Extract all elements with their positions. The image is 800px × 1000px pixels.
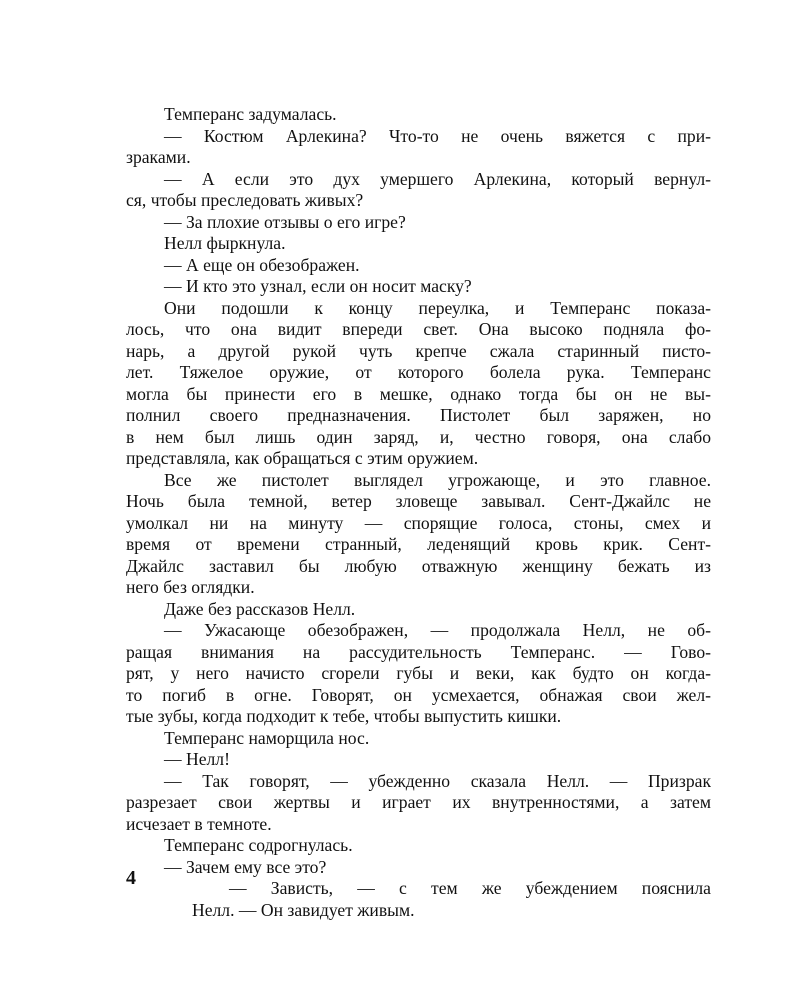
text-line: — А если это дух умершего Арлекина, который вернул-: [164, 168, 711, 189]
text-line: нарь, а другой рукой чуть крепче сжала старинный писто-: [126, 340, 711, 361]
text-line: Темперанс наморщила нос.: [164, 727, 370, 748]
text-line: Нелл. — Он завидует живым.: [192, 899, 415, 920]
text-line: тые зубы, когда подходит к тебе, чтобы выпустить кишки.: [126, 706, 562, 726]
text-line: Даже без рассказов Нелл.: [164, 598, 356, 619]
text-line: — Так говорят, — убежденно сказала Нелл. — Призрак: [164, 770, 711, 791]
text-line: — Нелл!: [164, 749, 230, 769]
text-line: время от времени странный, леденящий кровь крик. Сент-: [126, 534, 711, 554]
text-line: Они подошли к концу переулка, и Темперанс показа-: [164, 297, 711, 318]
text-line: — А еще он обезображен.: [164, 254, 360, 275]
text-line: зраками.: [126, 147, 191, 167]
text-line: — Зависть, — с тем же убеждением пояснила: [229, 878, 711, 898]
text-line: то погиб в огне. Говорят, он усмехается, обнажая свои жел-: [126, 684, 711, 705]
text-line: умолкал ни на минуту — спорящие голоса, стоны, смех и: [126, 512, 711, 533]
text-line: Джайлс заставил бы любую отважную женщину бежать из: [126, 555, 711, 576]
text-line: лось, что она видит впереди свет. Она высоко подняла фо-: [126, 319, 711, 339]
text-line: Темперанс содрогнулась.: [164, 835, 353, 855]
text-line: представляла, как обращаться с этим оружием.: [126, 448, 479, 468]
text-line: лет. Тяжелое оружие, от которого болела рука. Темперанс: [126, 362, 711, 382]
text-line: — Зачем ему все это?: [164, 856, 327, 877]
text-line: Все же пистолет выглядел угрожающе, и это главное.: [164, 469, 711, 490]
text-line: Темперанс задумалась.: [164, 104, 337, 124]
text-line: — Ужасающе обезображен, — продолжала Нелл, не об-: [164, 620, 711, 640]
text-line: — И кто это узнал, если он носит маску?: [164, 276, 472, 296]
text-line: ся, чтобы преследовать живых?: [126, 190, 364, 210]
text-line: него без оглядки.: [126, 577, 255, 597]
text-line: могла бы принести его в мешке, однако тогда бы он не вы-: [126, 383, 711, 404]
text-line: — Костюм Арлекина? Что-то не очень вяжется с при-: [164, 125, 711, 146]
text-line: исчезает в темноте.: [126, 813, 272, 834]
text-line: рят, у него начисто сгорели губы и веки, как будто он когда-: [126, 663, 711, 683]
text-line: — За плохие отзывы о его игре?: [164, 211, 406, 232]
text-line: разрезает свои жертвы и играет их внутренностями, а затем: [126, 792, 711, 812]
page-body-text: [126, 104, 711, 921]
text-line: в нем был лишь один заряд, и, честно говоря, она слабо: [126, 426, 711, 447]
text-line: Ночь была темной, ветер зловеще завывал. Сент-Джайлс не: [126, 491, 711, 511]
page-number: 4: [126, 867, 136, 889]
text-line: Нелл фыркнула.: [164, 233, 286, 253]
text-line: ращая внимания на рассудительность Темперанс. — Гово-: [126, 641, 711, 662]
text-line: полнил своего предназначения. Пистолет был заряжен, но: [126, 405, 711, 425]
